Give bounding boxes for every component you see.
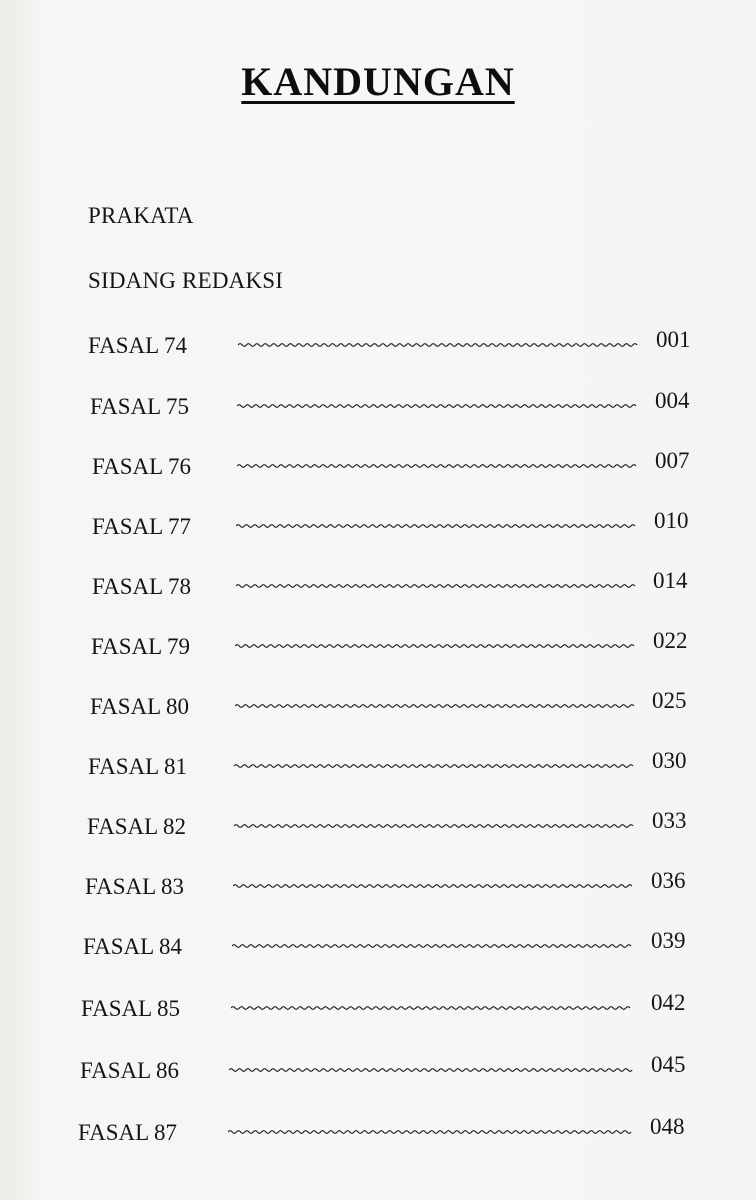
toc-row xyxy=(0,448,756,494)
toc-row xyxy=(0,1052,756,1098)
toc-row-page-number: 014 xyxy=(653,568,688,593)
toc-row-page-number: 022 xyxy=(653,628,688,653)
page-title: KANDUNGAN xyxy=(241,59,515,104)
wavy-leader-line xyxy=(234,760,634,772)
toc-row-label: FASAL 75 xyxy=(90,394,190,419)
toc-row-label: FASAL 83 xyxy=(85,874,185,899)
toc-row-label: FASAL 77 xyxy=(92,514,192,539)
toc-row-page-number: 001 xyxy=(656,327,691,352)
toc-row-label: FASAL 74 xyxy=(88,333,188,358)
wavy-leader-line xyxy=(235,700,635,712)
toc-row-page-number: 036 xyxy=(651,868,686,893)
toc-row xyxy=(0,808,756,854)
toc-row-label: FASAL 86 xyxy=(80,1058,180,1083)
wavy-leader-line xyxy=(236,520,636,532)
toc-row-label: FASAL 81 xyxy=(88,754,188,779)
wavy-leader-line xyxy=(232,940,633,952)
toc-row-page-number: 045 xyxy=(651,1052,686,1077)
toc-row-label: FASAL 78 xyxy=(92,574,192,599)
toc-row-page-number: 039 xyxy=(651,928,686,953)
toc-row-label: FASAL 82 xyxy=(87,814,187,839)
toc-row xyxy=(0,508,756,554)
toc-row-page-number: 007 xyxy=(655,448,690,473)
toc-row xyxy=(0,568,756,614)
toc-row-label: FASAL 79 xyxy=(91,634,191,659)
toc-row xyxy=(0,928,756,974)
wavy-leader-line xyxy=(236,580,636,592)
toc-row xyxy=(0,327,756,373)
toc-row-page-number: 010 xyxy=(654,508,689,533)
toc-row xyxy=(0,868,756,914)
wavy-leader-line xyxy=(229,1064,633,1076)
toc-entry-sidang-redaksi: SIDANG REDAKSI xyxy=(88,268,284,293)
toc-row xyxy=(0,628,756,674)
toc-row-label: FASAL 85 xyxy=(81,996,181,1021)
wavy-leader-line xyxy=(237,400,639,412)
toc-row-page-number: 025 xyxy=(652,688,687,713)
wavy-leader-line xyxy=(228,1126,634,1138)
toc-row xyxy=(0,1114,756,1160)
toc-row xyxy=(0,688,756,734)
toc-row xyxy=(0,748,756,794)
toc-row-label: FASAL 84 xyxy=(83,934,183,959)
toc-row-page-number: 033 xyxy=(652,808,687,833)
toc-row-page-number: 030 xyxy=(652,748,687,773)
wavy-leader-line xyxy=(233,880,633,892)
toc-entry-prakata: PRAKATA xyxy=(88,203,194,228)
toc-row-page-number: 004 xyxy=(655,388,690,413)
toc-row-page-number: 042 xyxy=(651,990,686,1015)
wavy-leader-line xyxy=(231,1002,633,1014)
toc-row xyxy=(0,388,756,434)
toc-row-page-number: 048 xyxy=(650,1114,685,1139)
toc-row-label: FASAL 80 xyxy=(90,694,190,719)
wavy-leader-line xyxy=(237,460,637,472)
toc-row-label: FASAL 76 xyxy=(92,454,192,479)
toc-row-label: FASAL 87 xyxy=(78,1120,178,1145)
toc-row xyxy=(0,990,756,1036)
wavy-leader-line xyxy=(238,339,640,351)
wavy-leader-line xyxy=(234,820,634,832)
wavy-leader-line xyxy=(235,640,635,652)
